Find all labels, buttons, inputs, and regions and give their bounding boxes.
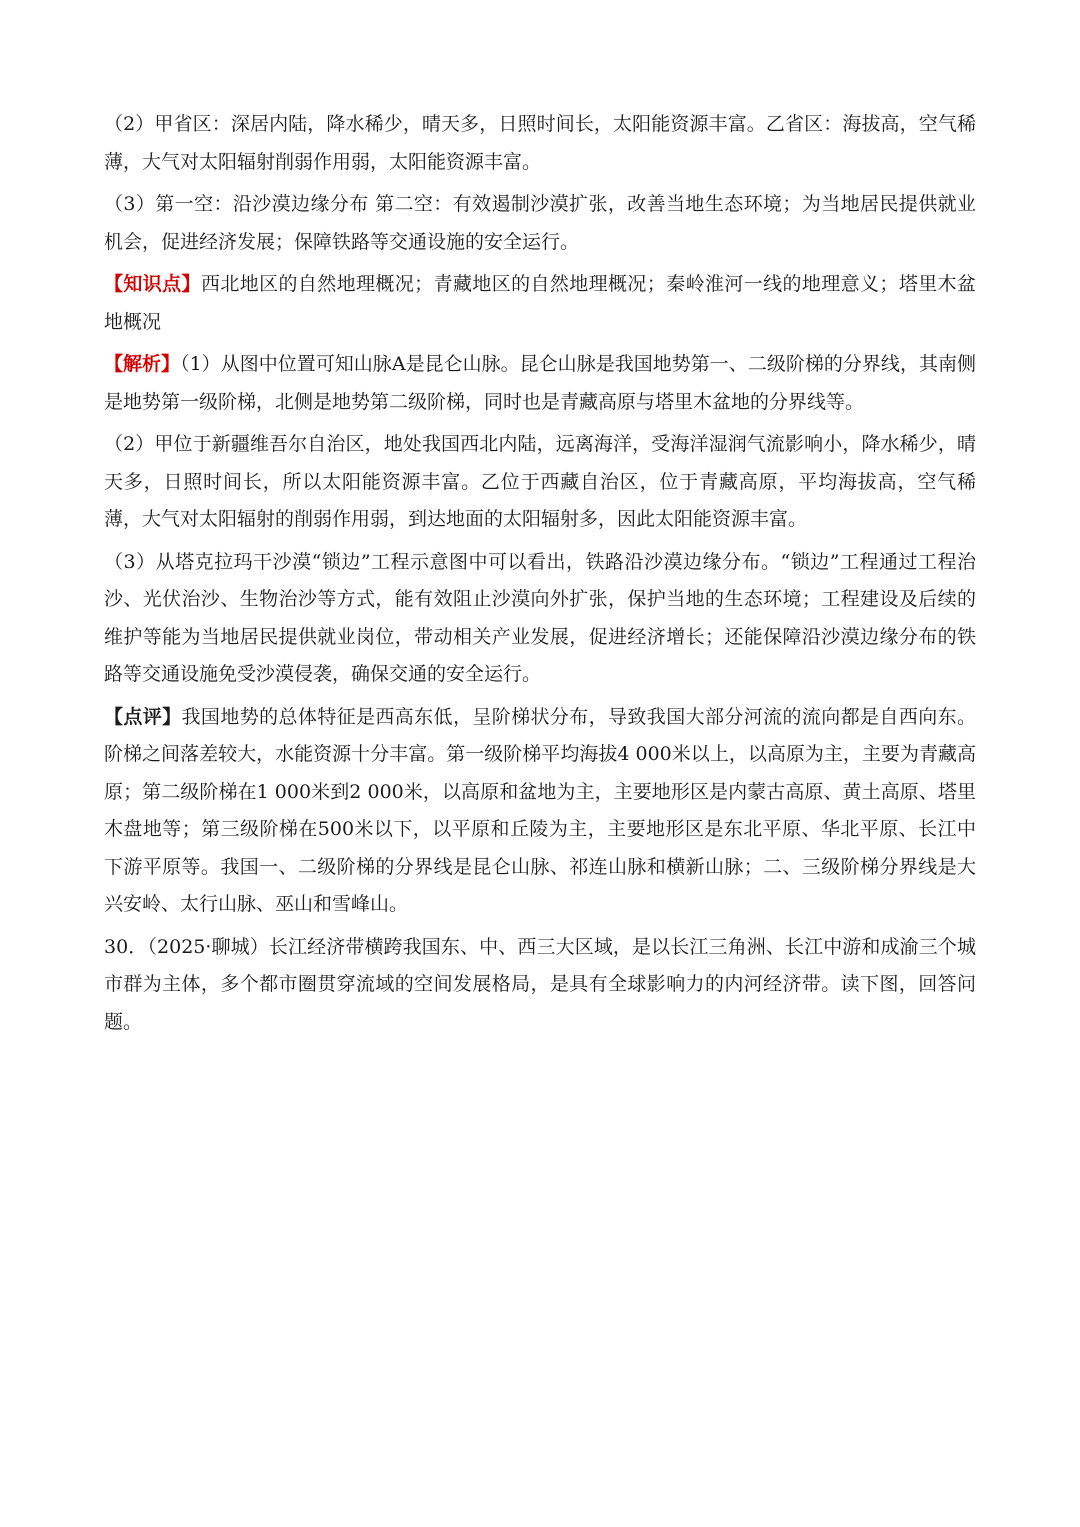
question-30: 30．（2025·聊城）长江经济带横跨我国东、中、西三大区域，是以长江三角洲、长江中游和成渝三个城市群为主体，多个都市圈贯穿流域的空间发展格局，是具有全球影响力的内河经济带。读下图，回答问题。	[104, 935, 976, 1033]
knowledge-text: 西北地区的自然地理概况；青藏地区的自然地理概况；秦岭淮河一线的地理意义；塔里木盆地概况	[104, 273, 976, 333]
analysis-q1	[104, 346, 976, 421]
answer-q2: （2）甲省区：深居内陆，降水稀少，晴天多，日照时间长，太阳能资源丰富。乙省区：海拔高，空气稀薄，大气对太阳辐射削弱作用弱，太阳能资源丰富。	[104, 113, 976, 173]
analysis-label: 【解析】	[104, 353, 181, 375]
comment	[104, 699, 976, 924]
analysis-q3: （3）从塔克拉玛干沙漠“锁边”工程示意图中可以看出，铁路沿沙漠边缘分布。“锁边”工程通过工程治沙、光伏治沙、生物治沙等方式，能有效阻止沙漠向外扩张，保护当地的生态环境；工程建设及后续的维护等能为当地居民提供就业岗位，带动相关产业发展，促进经济增长；还能保障沿沙漠边缘分布的铁路等交通设施免受沙漠侵袭，确保交通的安全运行。	[104, 550, 976, 685]
comment-label: 【点评】	[104, 705, 182, 728]
answer-q3: （3）第一空：沿沙漠边缘分布 第二空：有效遏制沙漠扩张，改善当地生态环境；为当地居民提供就业机会，促进经济发展；保障铁路等交通设施的安全运行。	[104, 193, 976, 253]
analysis-q2: （2）甲位于新疆维吾尔自治区，地处我国西北内陆，远离海洋，受海洋湿润气流影响小，降水稀少，晴天多，日照时间长，所以太阳能资源丰富。乙位于西藏自治区，位于青藏高原，平均海拔高，空气稀薄，大气对太阳辐射的削弱作用弱，到达地面的太阳辐射多，因此太阳能资源丰富。	[104, 433, 976, 530]
knowledge-point	[104, 266, 976, 341]
document-page	[104, 106, 976, 1041]
analysis-text-q1: （1）从图中位置可知山脉A是昆仑山脉。昆仑山脉是我国地势第一、二级阶梯的分界线，其南侧是地势第一级阶梯，北侧是地势第二级阶梯，同时也是青藏高原与塔里木盆地的分界线等。	[104, 353, 976, 413]
comment-text: 我国地势的总体特征是西高东低，呈阶梯状分布，导致我国大部分河流的流向都是自西向东。阶梯之间落差较大，水能资源十分丰富。第一级阶梯平均海拔4 000米以上，以高原为主，主要为青藏高原；第二级阶梯在1 000米到2 000米，以高原和盆地为主，主要地形区是内蒙古高原、黄土高原、塔里木盘地等；第三级阶梯在500米以下，以平原和丘陵为主，主要地形区是东北平原、华北平原、长江中下游平原等。我国一、二级阶梯的分界线是昆仑山脉、祁连山脉和横新山脉；二、三级阶梯分界线是大兴安岭、太行山脉、巫山和雪峰山。	[104, 705, 976, 915]
knowledge-label: 【知识点】	[104, 273, 201, 295]
